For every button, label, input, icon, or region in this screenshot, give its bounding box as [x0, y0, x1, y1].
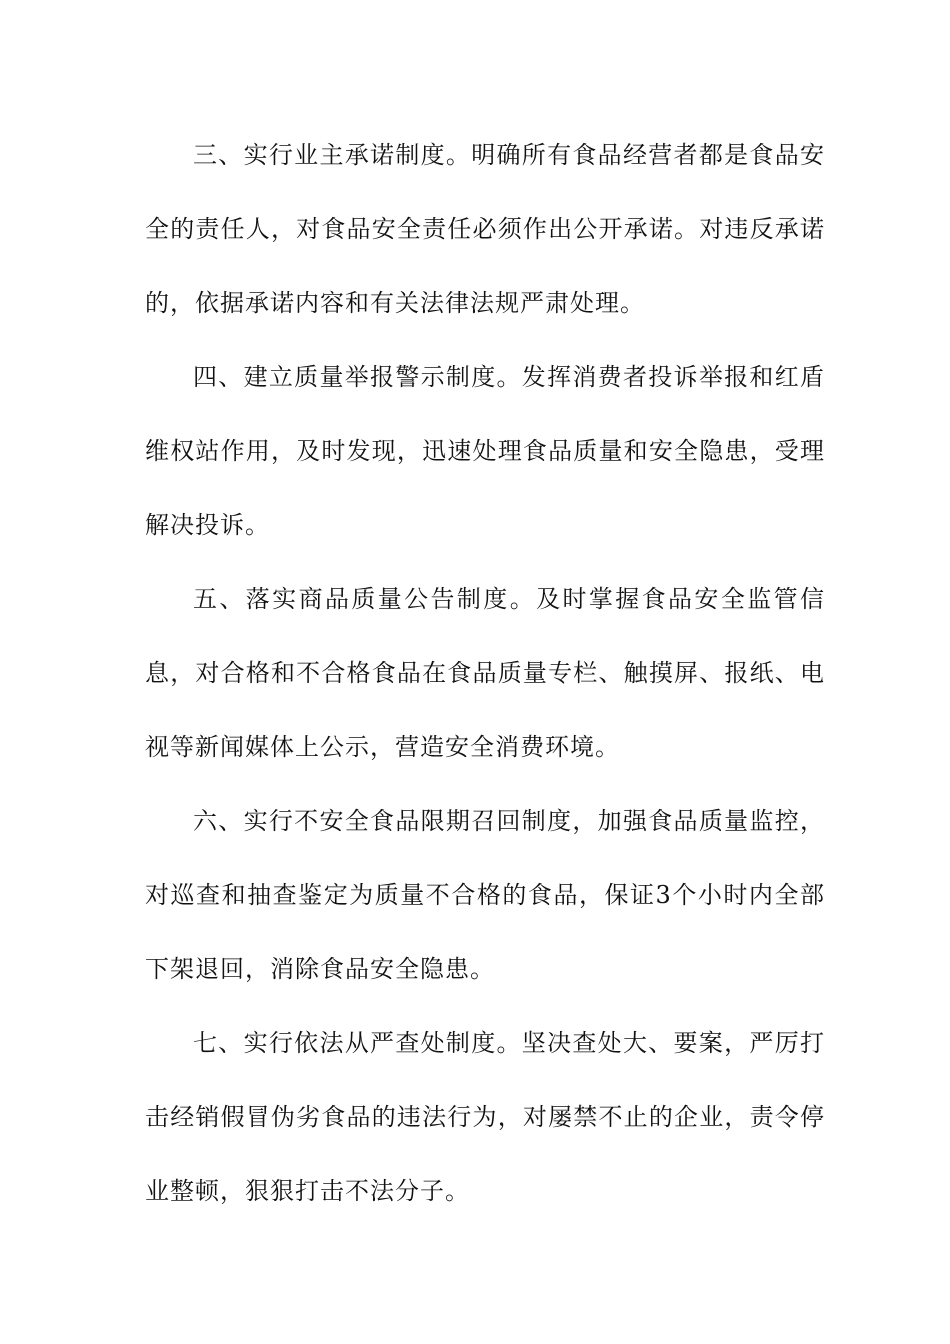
paragraph-7: 七、实行依法从严查处制度。坚决查处大、要案，严厉打击经销假冒伪劣食品的违法行为，对屡禁不止的企业，责令停业整顿，狠狠打击不法分子。: [145, 1029, 825, 1205]
paragraph-6: 六、实行不安全食品限期召回制度，加强食品质量监控，对巡查和抽查鉴定为质量不合格的食品，保证3个小时内全部下架退回，消除食品安全隐患。: [145, 807, 825, 983]
paragraph-4: 四、建立质量举报警示制度。发挥消费者投诉举报和红盾维权站作用，及时发现，迅速处理食品质量和安全隐患，受理解决投诉。: [145, 363, 825, 539]
paragraph-5: 五、落实商品质量公告制度。及时掌握食品安全监管信息，对合格和不合格食品在食品质量专栏、触摸屏、报纸、电视等新闻媒体上公示，营造安全消费环境。: [145, 585, 825, 761]
paragraph-3: 三、实行业主承诺制度。明确所有食品经营者都是食品安全的责任人，对食品安全责任必须作出公开承诺。对违反承诺的，依据承诺内容和有关法律法规严肃处理。: [145, 141, 825, 317]
document-body: [145, 118, 825, 1228]
